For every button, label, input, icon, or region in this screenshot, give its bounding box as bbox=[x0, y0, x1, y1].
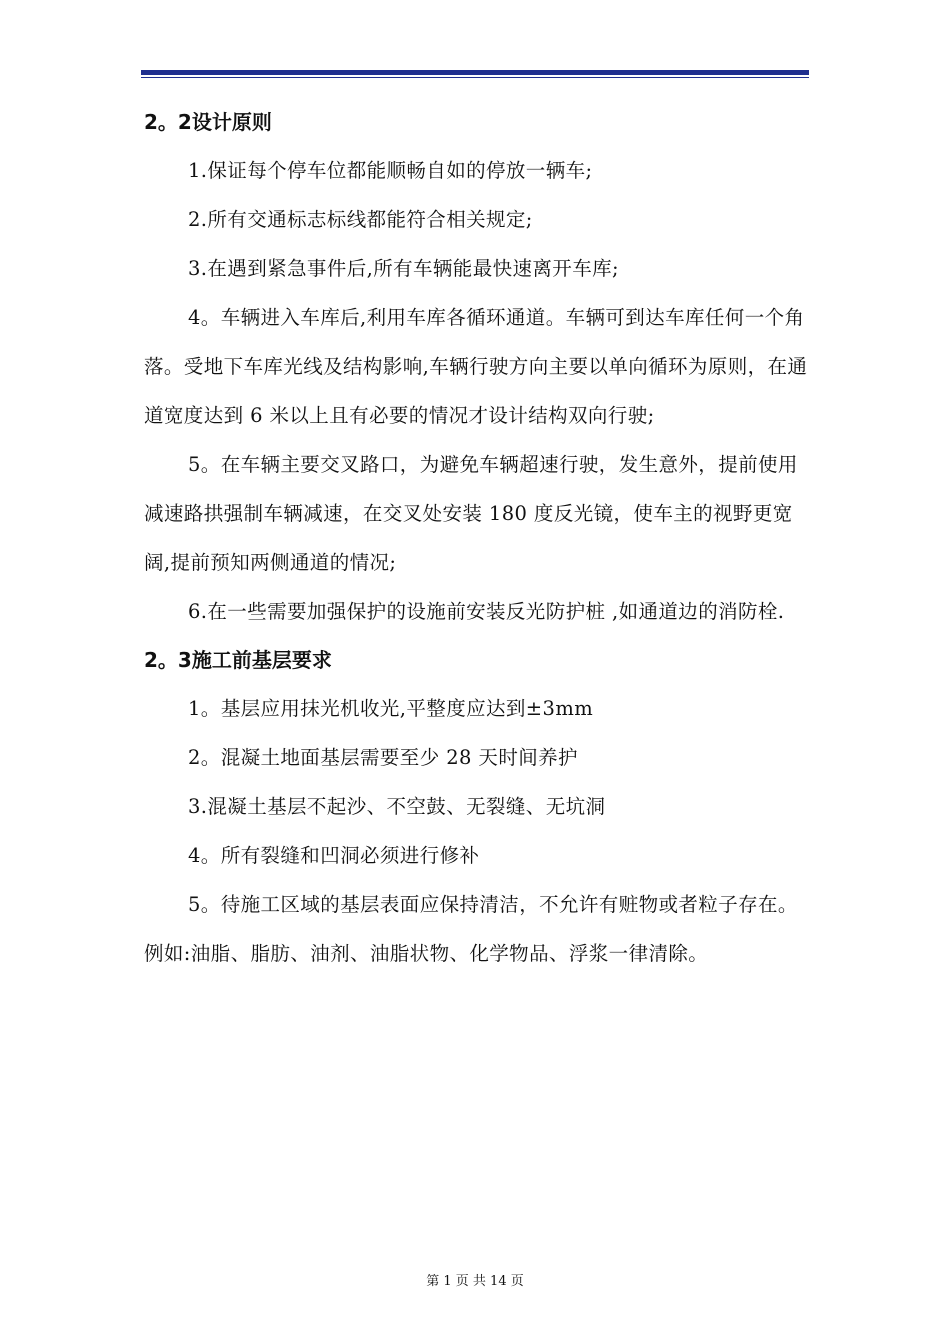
paragraph: 2。混凝土地面基层需要至少 28 天时间养护 bbox=[188, 746, 578, 769]
paragraph: 2.所有交通标志标线都能符合相关规定; bbox=[188, 208, 533, 231]
paragraph: 1.保证每个停车位都能顺畅自如的停放一辆车; bbox=[188, 159, 593, 182]
document-body bbox=[144, 98, 808, 978]
paragraph: 4。所有裂缝和凹洞必须进行修补 bbox=[188, 844, 480, 867]
header-rule bbox=[141, 70, 809, 75]
paragraph: 1。基层应用抹光机收光,平整度应达到±3mm bbox=[188, 697, 594, 720]
section-design-principles bbox=[144, 98, 808, 636]
paragraph: 5。在车辆主要交叉路口，为避免车辆超速行驶，发生意外，提前使用减速路拱强制车辆减速，在交叉处安装 180 度反光镜，使车主的视野更宽阔,提前预知两侧通道的情况; bbox=[144, 453, 798, 574]
paragraph: 6.在一些需要加强保护的设施前安装反光防护桩 ,如通道边的消防栓. bbox=[188, 600, 785, 623]
page-number: 第 1 页 共 14 页 bbox=[426, 1274, 524, 1289]
section-heading: 2。3施工前基层要求 bbox=[144, 648, 332, 672]
section-heading: 2。2设计原则 bbox=[144, 110, 272, 134]
paragraph: 5。待施工区域的基层表面应保持清洁，不允许有赃物或者粒子存在。例如:油脂、脂肪、油剂、油脂状物、化学物品、浮浆一律清除。 bbox=[144, 893, 798, 965]
header-rule-thin bbox=[141, 77, 809, 78]
paragraph: 3.在遇到紧急事件后,所有车辆能最快速离开车库; bbox=[188, 257, 619, 280]
section-base-requirements bbox=[144, 636, 808, 978]
paragraph: 3.混凝土基层不起沙、不空鼓、无裂缝、无坑洞 bbox=[188, 795, 606, 818]
paragraph: 4。车辆进入车库后,利用车库各循环通道。车辆可到达车库任何一个角落。受地下车库光线及结构影响,车辆行驶方向主要以单向循环为原则，在通道宽度达到 6 米以上且有必要的情况才设计结构双向行驶; bbox=[144, 306, 808, 427]
